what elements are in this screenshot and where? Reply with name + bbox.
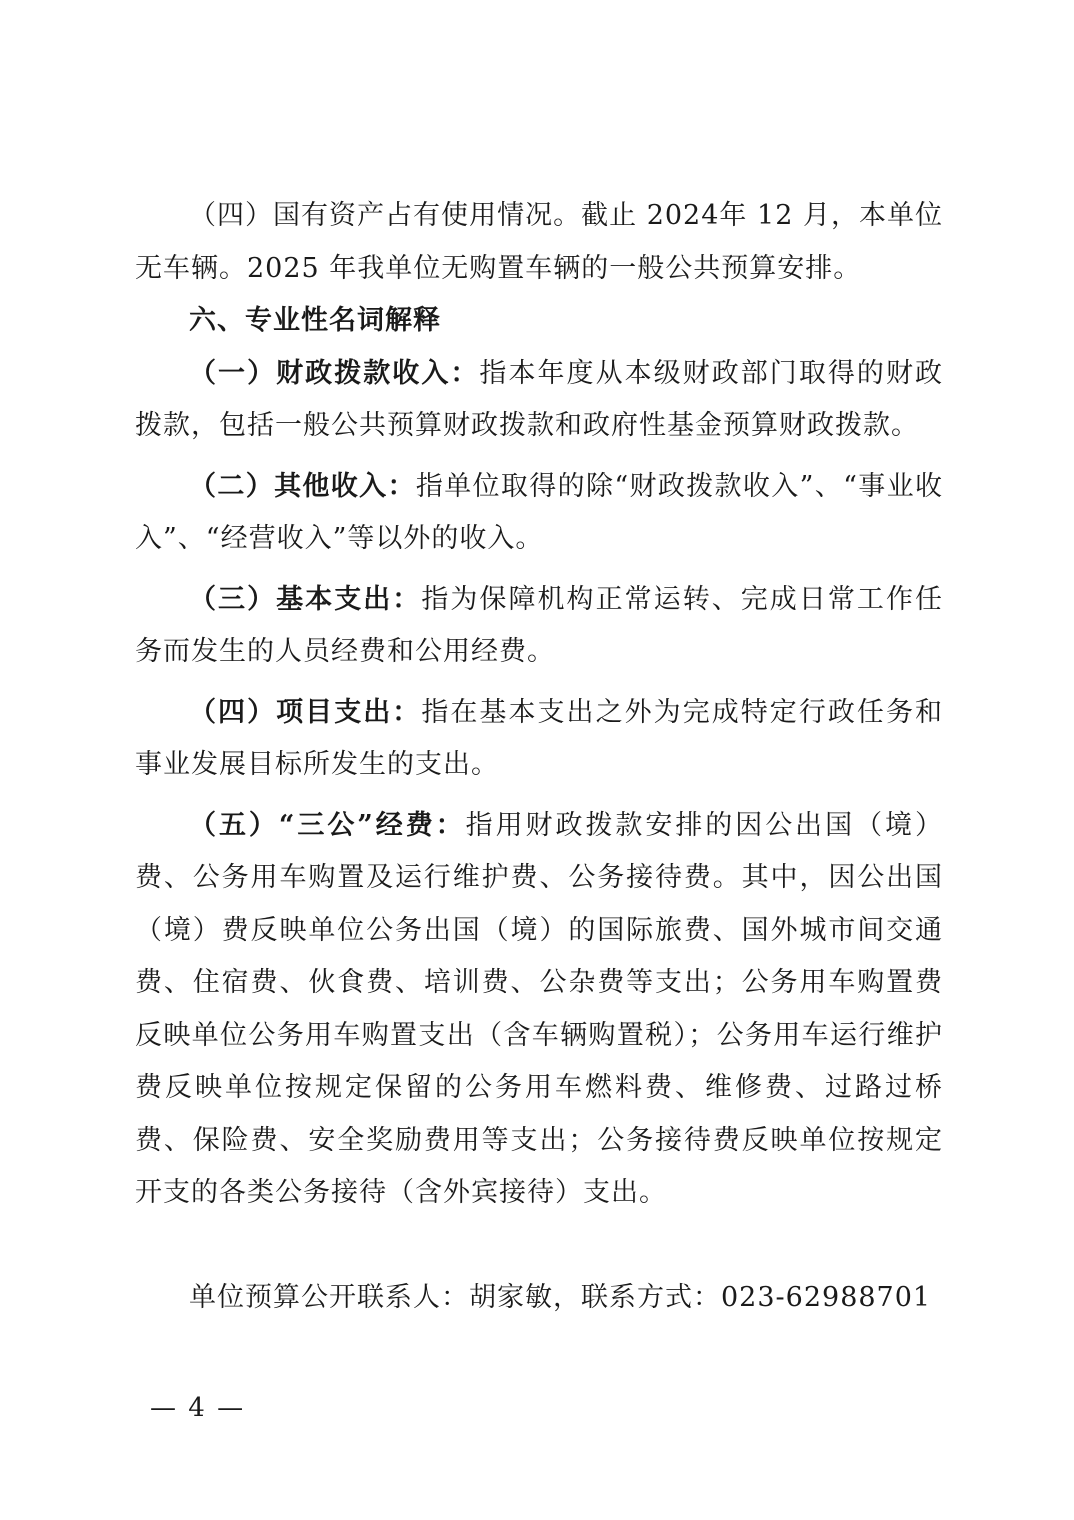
other-income-term: （二）其他收入：	[189, 470, 416, 502]
fiscal-income-definition: 指本年度从本级财政部门取得的财政拨款，包括一般公共预算财政拨款和政府性基金预算财政拨款。	[135, 357, 944, 441]
page-number: — 4 —	[150, 1393, 246, 1423]
basic-expenditure-paragraph	[135, 574, 943, 679]
project-expenditure-term: （四）项目支出：	[189, 696, 422, 728]
other-income-paragraph	[135, 461, 943, 566]
project-expenditure-paragraph	[135, 687, 943, 792]
project-expenditure-definition: 指在基本支出之外为完成特定行政任务和事业发展目标所发生的支出。	[135, 696, 944, 780]
assets-paragraph: （四）国有资产占有使用情况。截止 2024年 12 月，本单位无车辆。2025 年我单位无购置车辆的一般公共预算安排。	[135, 200, 943, 284]
basic-expenditure-definition: 指为保障机构正常运转、完成日常工作任务而发生的人员经费和公用经费。	[135, 583, 944, 667]
basic-expenditure-term: （三）基本支出：	[189, 583, 422, 615]
three-public-expenses-paragraph	[135, 800, 943, 1220]
three-public-expenses-definition: 指用财政拨款安排的因公出国（境）费、公务用车购置及运行维护费、公务接待费。其中，因公出国（境）费反映单位公务出国（境）的国际旅费、国外城市间交通费、住宿费、伙食费、培训费、公杂费等支出；公务用车购置费反映单位公务用车购置支出（含车辆购置税）；公务用车运行维护费反映单位按规定保留的公务用车燃料费、维修费、过路过桥费、保险费、安全奖励费用等支出；公务接待费反映单位按规定开支的各类公务接待（含外宾接待）支出。	[135, 809, 944, 1208]
three-public-expenses-term: （五）“三公”经费：	[189, 809, 466, 841]
section-heading: 六、专业性名词解释	[189, 305, 441, 336]
budget-contact-line: 单位预算公开联系人：胡家敏，联系方式：023-62988701	[189, 1282, 932, 1313]
fiscal-income-term: （一）财政拨款收入：	[189, 357, 480, 389]
fiscal-income-paragraph	[135, 348, 943, 453]
document-body	[135, 190, 943, 1220]
other-income-definition: 指单位取得的除“财政拨款收入”、“事业收入”、“经营收入”等以外的收入。	[135, 470, 943, 554]
